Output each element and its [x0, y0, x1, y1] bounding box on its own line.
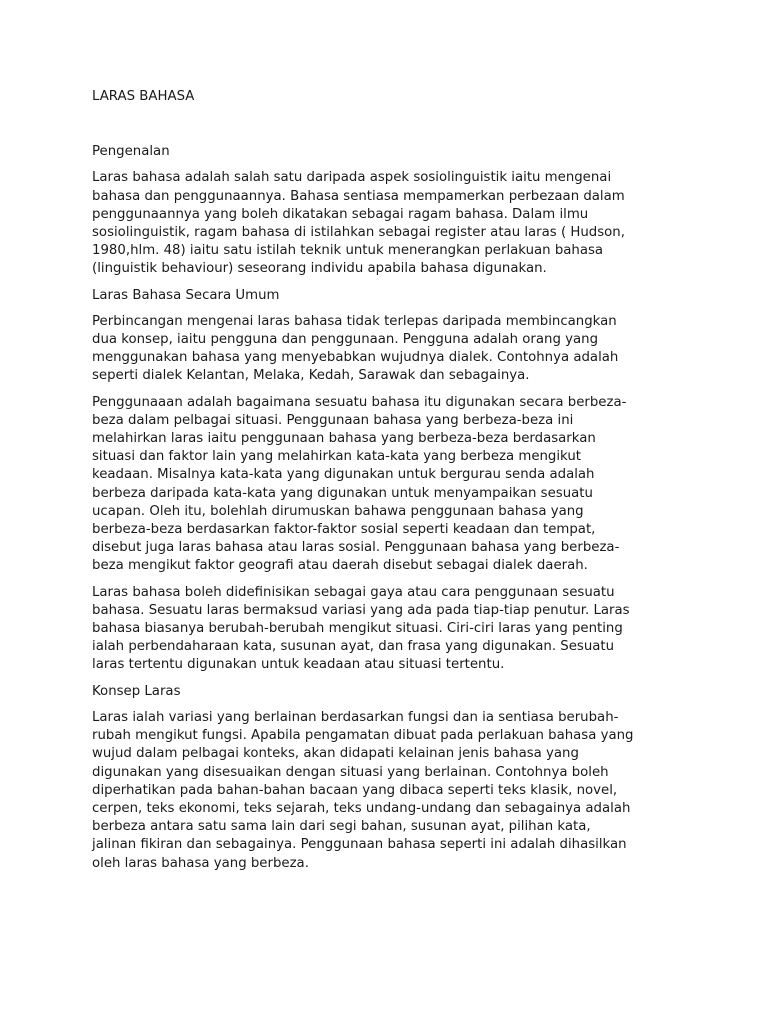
text-line: berbeza antara satu sama lain dari segi bahan, susunan ayat, pilihan kata, [92, 819, 591, 835]
text-line: melahirkan laras iaitu penggunaan bahasa yang berbeza-beza berdasarkan [92, 431, 596, 447]
text-line: ucapan. Oleh itu, bolehlah dirumuskan bahawa penggunaan bahasa yang [92, 503, 584, 519]
text-line: dua konsep, iaitu pengguna dan penggunaan. Pengguna adalah orang yang [92, 332, 599, 348]
text-line: wujud dalam pelbagai konteks, akan didapati kelainan jenis bahasa yang [92, 746, 579, 762]
text-line: disebut juga laras bahasa atau laras sosial. Penggunaan bahasa yang berbeza- [92, 540, 620, 556]
text-line: digunakan yang disesuaikan dengan situasi yang berlainan. Contohnya boleh [92, 764, 609, 780]
text-line: sosiolinguistik, ragam bahasa di istilahkan sebagai register atau laras ( Hudson, [92, 225, 625, 241]
text-line: diperhatikan pada bahan-bahan bacaan yang dibaca seperti teks klasik, novel, [92, 782, 618, 798]
text-line: laras tertentu digunakan untuk keadaan atau situasi tertentu. [92, 657, 505, 673]
section-heading-konsep-laras: Konsep Laras [92, 683, 181, 699]
text-line: beza dalam pelbagai situasi. Penggunaan bahasa yang berbeza-beza ini [92, 412, 574, 428]
paragraph [92, 584, 676, 675]
paragraph [92, 313, 676, 386]
text-line: bahasa dan penggunaannya. Bahasa sentiasa mempamerkan perbezaan dalam [92, 188, 625, 204]
text-line: oleh laras bahasa yang berbeza. [92, 855, 309, 871]
text-line: jalinan fikiran dan sebagainya. Penggunaan bahasa seperti ini adalah dihasilkan [92, 837, 627, 853]
text-line: 1980,hlm. 48) iaitu satu istilah teknik untuk menerangkan perlakuan bahasa [92, 243, 604, 259]
text-line: Perbincangan mengenai laras bahasa tidak terlepas daripada membincangkan [92, 313, 617, 329]
text-line: Penggunaaan adalah bagaimana sesuatu bahasa itu digunakan secara berbeza- [92, 394, 627, 410]
text-line: situasi dan faktor lain yang melahirkan kata-kata yang berbeza mengikut [92, 449, 581, 465]
text-line: berbeza daripada kata-kata yang digunakan untuk menyampaikan sesuatu [92, 485, 593, 501]
text-line: seperti dialek Kelantan, Melaka, Kedah, Sarawak dan sebagainya. [92, 368, 530, 384]
text-line: Laras bahasa boleh didefinisikan sebagai gaya atau cara penggunaan sesuatu [92, 584, 615, 600]
text-line: bahasa. Sesuatu laras bermaksud variasi yang ada pada tiap-tiap penutur. Laras [92, 602, 630, 618]
section-heading-pengenalan: Pengenalan [92, 144, 170, 160]
section-heading-laras-bahasa-secara-umum: Laras Bahasa Secara Umum [92, 287, 280, 303]
text-line: cerpen, teks ekonomi, teks sejarah, teks undang-undang dan sebagainya adalah [92, 800, 631, 816]
text-line: penggunaannya yang boleh dikatakan sebagai ragam bahasa. Dalam ilmu [92, 206, 589, 222]
text-line: beza mengikut faktor geografi atau daerah disebut sebagai dialek daerah. [92, 558, 588, 574]
text-line: keadaan. Misalnya kata-kata yang digunakan untuk bergurau senda adalah [92, 467, 595, 483]
text-line: Laras bahasa adalah salah satu daripada aspek sosiolinguistik iaitu mengenai [92, 170, 612, 186]
paragraph [92, 394, 676, 576]
paragraph [92, 709, 676, 873]
text-line: berbeza-beza berdasarkan faktor-faktor sosial seperti keadaan dan tempat, [92, 522, 596, 538]
text-line: (linguistik behaviour) seseorang individu apabila bahasa digunakan. [92, 261, 547, 277]
paragraph [92, 169, 676, 278]
text-line: menggunakan bahasa yang menyebabkan wujudnya dialek. Contohnya adalah [92, 350, 619, 366]
text-line: rubah mengikut fungsi. Apabila pengamatan dibuat pada perlakuan bahasa yang [92, 728, 634, 744]
text-line: bahasa biasanya berubah-berubah mengikut situasi. Ciri-ciri laras yang penting [92, 621, 623, 637]
document-title: LARAS BAHASA [92, 89, 195, 104]
text-line: Laras ialah variasi yang berlainan berdasarkan fungsi dan ia sentiasa berubah- [92, 709, 619, 725]
text-line: ialah perbendaharaan kata, susunan ayat, dan frasa yang digunakan. Sesuatu [92, 639, 615, 655]
